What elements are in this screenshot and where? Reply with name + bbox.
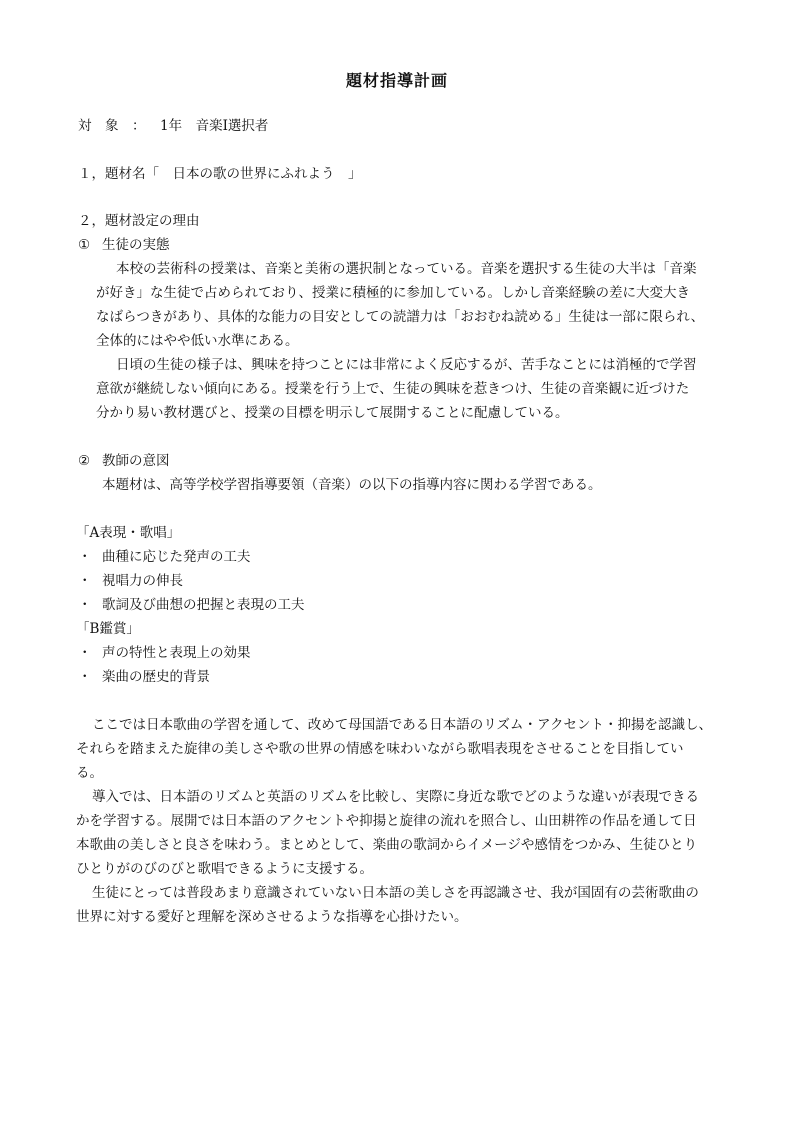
group-a-item: 視唱力の伸長 bbox=[102, 573, 183, 589]
group-a-label: 「A表現・歌唱」 bbox=[76, 525, 181, 541]
sub2-para2-line1: 導入では、日本語のリズムと英語のリズムを比較し、実際に身近な歌でどのような違いが表現できる bbox=[92, 789, 699, 805]
sub2-intro: 本題材は、高等学校学習指導要領（音楽）の以下の指導内容に関わる学習である。 bbox=[102, 477, 602, 493]
group-b-item: 楽曲の歴史的背景 bbox=[102, 669, 210, 685]
sub2-para2-line2: かを学習する。展開では日本語のアクセントや抑揚と旋律の流れを照合し、山田耕筰の作品を通して日 bbox=[76, 813, 697, 829]
section2-heading: ２，題材設定の理由 bbox=[78, 213, 200, 229]
group-b-label: 「B鑑賞」 bbox=[76, 621, 140, 637]
bullet: ・ bbox=[78, 597, 92, 613]
page-title: 題材指導計画 bbox=[345, 71, 448, 90]
section1-heading: １，題材名「 日本の歌の世界にふれよう 」 bbox=[78, 166, 362, 182]
bullet: ・ bbox=[78, 549, 92, 565]
bullet: ・ bbox=[78, 645, 92, 661]
sub1-para1-line3: なばらつきがあり、具体的な能力の目安としての読譜力は「おおむね読める」生徒は一部に限られ、 bbox=[96, 309, 705, 325]
sub2-para1-line1: ここでは日本歌曲の学習を通して、改めて母国語である日本語のリズム・アクセント・抑揚を認識し、 bbox=[92, 717, 713, 733]
group-a-item: 歌詞及び曲想の把握と表現の工夫 bbox=[102, 597, 305, 613]
sub2-heading: 教師の意図 bbox=[102, 453, 170, 469]
target-label: 対 象 ： bbox=[78, 118, 146, 134]
bullet: ・ bbox=[78, 669, 92, 685]
sub1-marker: ① bbox=[78, 237, 91, 253]
target-value: 1年 音楽Ⅰ選択者 bbox=[160, 118, 269, 134]
sub1-para2-line2: 意欲が継続しない傾向にある。授業を行う上で、生徒の興味を惹きつけ、生徒の音楽観に近づけた bbox=[96, 381, 690, 397]
sub1-heading: 生徒の実態 bbox=[102, 237, 170, 253]
bullet: ・ bbox=[78, 573, 92, 589]
sub2-para1-line3: る。 bbox=[76, 765, 103, 781]
group-b-item: 声の特性と表現上の効果 bbox=[102, 645, 251, 661]
group-a-item: 曲種に応じた発声の工夫 bbox=[102, 549, 251, 565]
sub1-para2-line1: 日頃の生徒の様子は、興味を持つことには非常によく反応するが、苦手なことには消極的で学習 bbox=[116, 357, 697, 373]
sub1-para2-line3: 分かり易い教材選びと、授業の目標を明示して展開することに配慮している。 bbox=[96, 405, 569, 421]
sub2-marker: ② bbox=[78, 453, 91, 469]
sub2-para2-line4: ひとりがのびのびと歌唱できるように支援する。 bbox=[76, 861, 373, 877]
sub2-para3-line1: 生徒にとっては普段あまり意識されていない日本語の美しさを再認識させ、我が国固有の芸術歌曲の bbox=[92, 885, 699, 901]
sub1-para1-line4: 全体的にはやや低い水準にある。 bbox=[96, 333, 299, 349]
sub2-para3-line2: 世界に対する愛好と理解を深めさせるような指導を心掛けたい。 bbox=[76, 909, 468, 925]
sub1-para1-line1: 本校の芸術科の授業は、音楽と美術の選択制となっている。音楽を選択する生徒の大半は「音楽 bbox=[116, 261, 697, 277]
sub2-para2-line3: 本歌曲の美しさと良さを味わう。まとめとして、楽曲の歌詞からイメージや感情をつかみ、生徒ひとり bbox=[76, 837, 698, 853]
sub2-para1-line2: それらを踏まえた旋律の美しさや歌の世界の情感を味わいながら歌唱表現をさせることを目指してい bbox=[76, 741, 684, 757]
sub1-para1-line2: が好き」な生徒で占められており、授業に積極的に参加している。しかし音楽経験の差に大変大き bbox=[96, 285, 690, 301]
